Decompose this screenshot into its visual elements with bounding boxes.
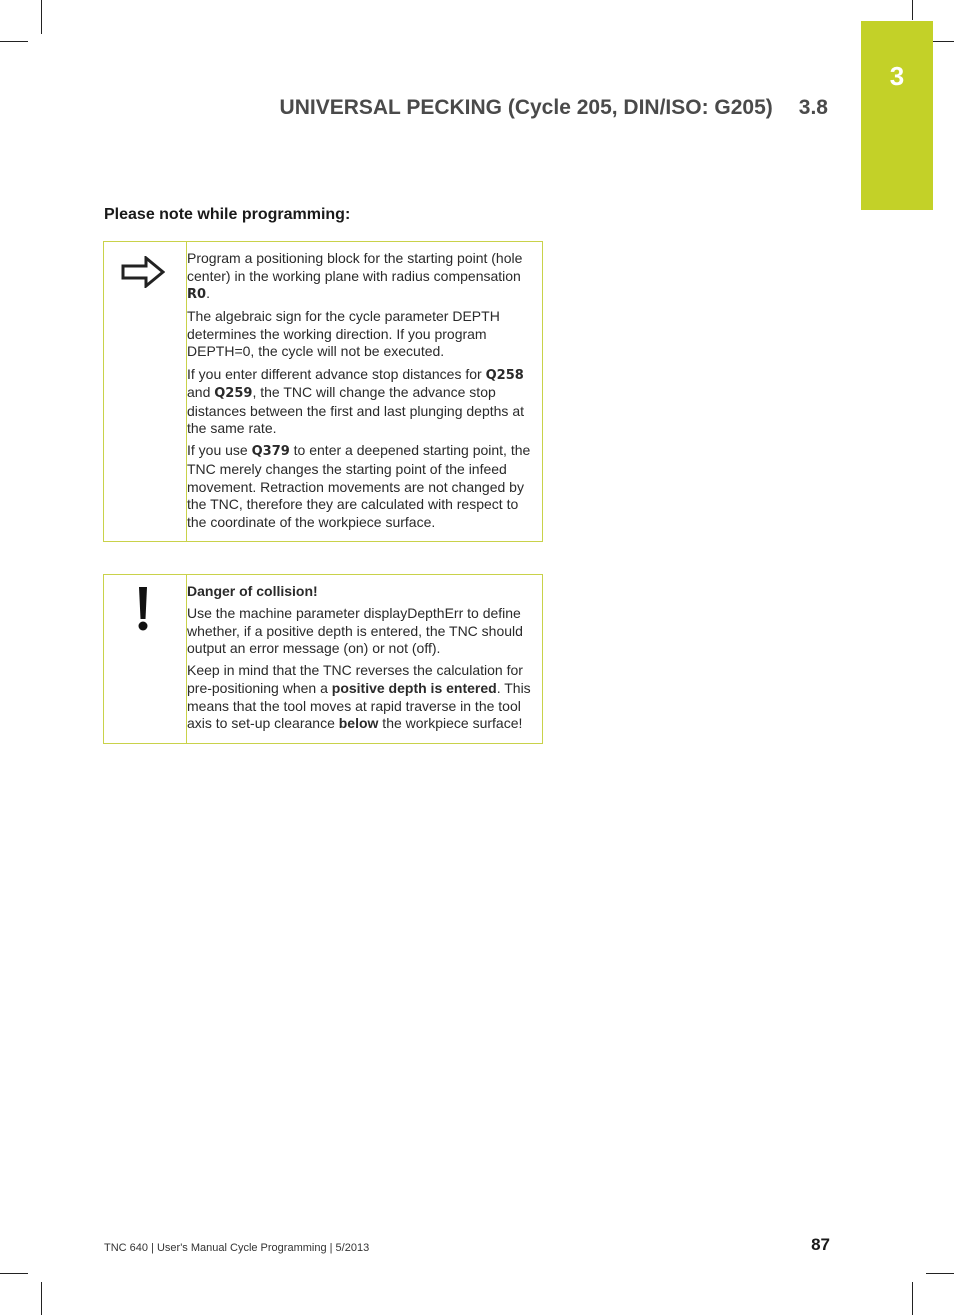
crop-mark: [912, 1282, 913, 1315]
warning-icon-column: [104, 575, 187, 743]
page-number: 87: [811, 1235, 830, 1254]
arrow-right-icon: [121, 256, 165, 288]
warning-paragraph: Keep in mind that the TNC reverses the calculation for pre-positioning when a positive depth is entered. This means that the tool moves at rapid traverse in the tool axis to set-up clearance below the workpiece surface!: [187, 662, 531, 732]
note-paragraph: Program a positioning block for the starting point (hole center) in the working plane with radius compensation R0.: [187, 250, 523, 303]
crop-mark: [41, 0, 42, 34]
crop-mark: [41, 1282, 42, 1315]
chapter-number: 3: [889, 61, 905, 91]
code-q379: Q379: [251, 444, 290, 460]
crop-mark: [926, 1273, 954, 1274]
code-q258: Q258: [485, 367, 524, 383]
header-section: 3.8: [798, 96, 828, 119]
note-text: [187, 242, 542, 541]
note-paragraph: If you enter different advance stop distances for Q258 and Q259, the TNC will change the advance stop distances between the first and last plunging depths at the same rate.: [187, 365, 524, 437]
warning-title: Danger of collision!: [187, 583, 318, 599]
note-icon-column: [104, 242, 187, 541]
page-header: [200, 96, 828, 120]
warning-text: [187, 575, 542, 743]
code-r0: R0: [187, 287, 207, 303]
crop-mark: [0, 41, 28, 42]
exclamation-icon: [136, 586, 150, 632]
footer-text: TNC 640 | User's Manual Cycle Programming | 5/2013: [104, 1242, 370, 1254]
crop-mark: [0, 1273, 28, 1274]
sub-heading: Please note while programming:: [104, 206, 351, 223]
warning-paragraph: Use the machine parameter displayDepthErr to define whether, if a positive depth is entered, the TNC should output an error message (on) or not (off).: [187, 605, 523, 657]
note-box: [103, 241, 543, 542]
note-paragraph: The algebraic sign for the cycle parameter DEPTH determines the working direction. If you program DEPTH=0, the cycle will not be executed.: [187, 308, 500, 360]
warning-box: [103, 574, 543, 744]
note-paragraph: If you use Q379 to enter a deepened starting point, the TNC merely changes the starting point of the infeed movement. Retraction movements are not changed by the TNC, therefore they are calculated with respect to the coordinate of the workpiece surface.: [187, 442, 531, 530]
code-q259: Q259: [214, 386, 253, 402]
chapter-tab: [861, 21, 933, 210]
crop-mark: [912, 0, 913, 20]
header-title: UNIVERSAL PECKING (Cycle 205, DIN/ISO: G205): [279, 96, 773, 119]
